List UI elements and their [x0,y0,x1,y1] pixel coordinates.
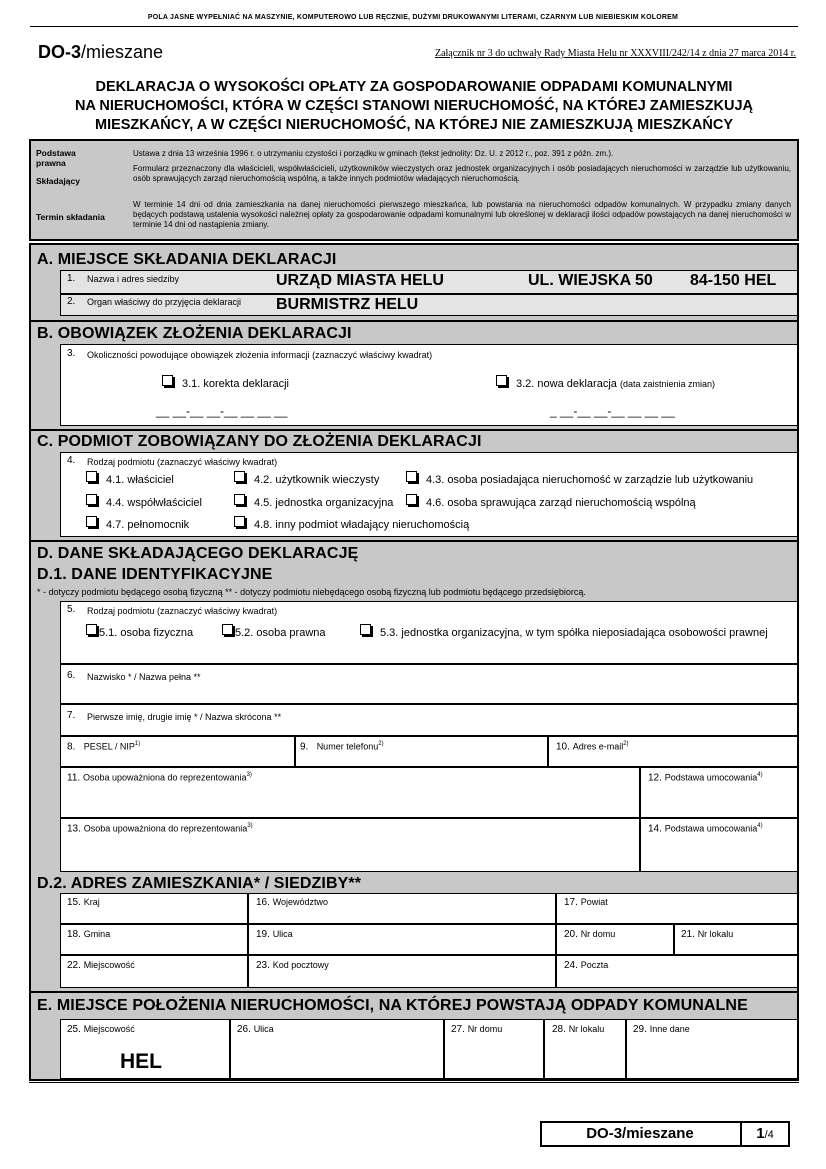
checkbox-4-3[interactable] [406,471,417,482]
field-22-label: 22. Miejscowość [67,960,135,971]
field-7-label: Pierwsze imię, drugie imię * / Nazwa skrócona ** [87,712,282,722]
field-4-num: 4. [67,455,76,466]
section-e-title: E. MIEJSCE POŁOŻENIA NIERUCHOMOŚCI, NA KTÓREJ POWSTAJĄ ODPADY KOMUNALNE [37,997,748,1014]
field-6-num: 6. [67,670,76,681]
checkbox-4-7[interactable] [86,516,97,527]
field-3-label: Okoliczności powodujące obowiązek złożenia informacji (zaznaczyć właściwy kwadrat) [87,350,433,360]
deadline-text: W terminie 14 dni od dnia zamieszkania na danej nieruchomości pierwszego mieszkańca, lub powstania na nieruchomości odpadów komunalnych. W przypadku zmiany danych będących podstawą ustalenia wysokości należnej opłaty za gospodarowanie odpadami komunalnymi lub określonej w deklaracji ilości odpadów powstających na danej nieruchomości w terminie 14 dni od nastąpienia zmiany. [133,200,791,229]
option-4-1[interactable]: 4.1. właściciel [86,474,174,486]
field-1-num: 1. [67,273,76,284]
option-4-8[interactable]: 4.8. inny podmiot władający nieruchomością [234,519,469,531]
field-19[interactable] [248,924,556,955]
fill-instruction: POLA JASNE WYPEŁNIAĆ NA MASZYNIE, KOMPUTEROWO LUB RĘCZNIE, DUŻYMI DRUKOWANYMI LITERAMI, CZARNYM LUB NIEBIESKIM KOLOREM [147,14,679,21]
page-title: DEKLARACJA O WYSOKOŚCI OPŁATY ZA GOSPODAROWANIE ODPADAMI KOMUNALNYMI NA NIERUCHOMOŚCI, KTÓRA W CZĘŚCI STANOWI NIERUCHOMOŚĆ, NA KTÓREJ ZAMIESZKUJĄ MIESZKAŃCY, A W CZĘŚCI NIERUCHOMOŚĆ, NA KTÓREJ NIE ZAMIESZKUJĄ MIESZKAŃCY [74,79,753,133]
form-code: DO-3/mieszane [38,42,164,62]
field-2-label: Organ właściwy do przyjęcia deklaracji [87,297,242,307]
checkbox-4-1[interactable] [86,471,97,482]
section-d2-title: D.2. ADRES ZAMIESZKANIA* / SIEDZIBY** [37,875,362,892]
field-23-label: 23. Kod pocztowy [256,960,329,971]
field-26-label: 26. Ulica [237,1024,274,1035]
section-c-title: C. PODMIOT ZOBOWIĄZANY DO ZŁOŻENIA DEKLARACJI [37,433,482,450]
divider-c [29,429,799,431]
option-5-1[interactable]: 5.1. osoba fizyczna [86,627,193,639]
submitter-text: Formularz przeznaczony dla właścicieli, współwłaścicieli, użytkowników wieczystych oraz jednostek organizacyjnych i osób posiadających nieruchomości w zarządzie lub użytkowaniu, osób sprawujących zarząd nieruchomością wspólną, a także innych podmiotów władających nieruchomością. [133,164,791,183]
authority-name: BURMISTRZ HELU [276,296,419,313]
field-5-num: 5. [67,604,76,615]
checkbox-4-4[interactable] [86,494,97,505]
field-27-label: 27. Nr domu [451,1024,503,1035]
footer-form-code: DO-3/mieszane [586,1125,694,1142]
office-street: UL. WIEJSKA 50 [528,272,653,289]
checkbox-5-2[interactable] [222,624,233,635]
section-b-title: B. OBOWIĄZEK ZŁOŻENIA DEKLARACJI [37,325,352,342]
section-d1-title: D.1. DANE IDENTYFIKACYJNE [37,566,273,583]
option-4-5[interactable]: 4.5. jednostka organizacyjna [234,497,393,509]
option-4-2[interactable]: 4.2. użytkownik wieczysty [234,474,379,486]
section-d-title: D. DANE SKŁADAJĄCEGO DEKLARACJĘ [37,545,359,562]
field-9-label: 9. Numer telefonu$^{2)}$ [300,741,384,753]
field-3-num: 3. [67,348,76,359]
field-5-label: Rodzaj podmiotu (zaznaczyć właściwy kwadrat) [87,606,278,616]
submitter-label: Składający [36,176,80,186]
checkbox-5-3[interactable] [360,624,371,635]
deadline-label: Termin składania [36,212,105,222]
field-28-label: 28. Nr lokalu [552,1024,605,1035]
field-15-label: 15. Kraj [67,897,100,908]
field-6-label: Nazwisko * / Nazwa pełna ** [87,672,201,682]
basis-text: Ustawa z dnia 13 września 1996 r. o utrzymaniu czystości i porządku w gminach (tekst jednolity: Dz. U. z 2012 r., poz. 391 z późn. zm.). [133,149,614,158]
field-29-label: 29. Inne dane [633,1024,690,1035]
option-5-2[interactable]: 5.2. osoba prawna [222,627,326,639]
field-20-label: 20. Nr domu [564,929,616,940]
option-correction[interactable]: 3.1. korekta deklaracji [162,378,289,390]
field-12-label: 12. Podstawa umocowania$^{4)}$ [648,772,763,784]
date-placeholder-1[interactable]: __ __-__ __-__ __ __ __ [156,404,288,418]
divider-e [29,991,799,993]
attachment-note: Załącznik nr 3 do uchwały Rady Miasta Helu nr XXXVIII/242/14 z dnia 27 marca 2014 r. [434,48,796,59]
option-4-6[interactable]: 4.6. osoba sprawująca zarząd nieruchomością wspólną [406,497,696,509]
option-new-declaration[interactable]: 3.2. nowa deklaracja (data zaistnienia zmian) [496,378,715,390]
top-divider [30,26,798,27]
checkbox-5-1[interactable] [86,624,97,635]
field-11-label: 11. Osoba upoważniona do reprezentowania$^{3)}$ [67,772,252,784]
field-10-label: 10. Adres e-mail$^{2)}$ [556,741,629,753]
divider-b [29,320,799,322]
basis-label: Podstawa prawna [36,148,76,168]
field-19-label: 19. Ulica [256,929,293,940]
checkbox-3-1[interactable] [162,375,173,386]
date-placeholder-2[interactable]: _ __-__ __-__ __ __ __ [550,404,675,418]
office-postal: 84-150 HEL [690,272,777,289]
field-25-label: 25. Miejscowość [67,1024,135,1035]
checkbox-4-6[interactable] [406,494,417,505]
option-4-7[interactable]: 4.7. pełnomocnik [86,519,189,531]
checkbox-4-5[interactable] [234,494,245,505]
identification-note: * - dotyczy podmiotu będącego osobą fizyczną ** - dotyczy podmiotu niebędącego osobą fizyczną lub podmiotu będącego przedsiębiorcą. [37,587,586,597]
option-5-3[interactable]: 5.3. jednostka organizacyjna, w tym spółka nieposiadająca osobowości prawnej [360,627,768,639]
checkbox-4-8[interactable] [234,516,245,527]
field-6[interactable] [60,664,798,704]
section-a-title: A. MIEJSCE SKŁADANIA DEKLARACJI [37,251,337,268]
field-4-label: Rodzaj podmiotu (zaznaczyć właściwy kwadrat) [87,457,278,467]
field-16-label: 16. Województwo [256,897,329,908]
form-bottom-rule [29,1079,799,1083]
field-1-label: Nazwa i adres siedziby [87,274,180,284]
office-name: URZĄD MIASTA HELU [276,272,444,289]
field-18-label: 18. Gmina [67,929,111,940]
option-4-4[interactable]: 4.4. współwłaściciel [86,497,202,509]
property-town: HEL [120,1050,162,1073]
field-8-label: 8. PESEL / NIP$^{1)}$ [67,741,141,753]
field-7-num: 7. [67,710,76,721]
option-4-3[interactable]: 4.3. osoba posiadająca nieruchomość w zarządzie lub użytkowaniu [406,474,753,486]
field-2-num: 2. [67,296,76,307]
divider-d [29,540,799,542]
field-13-label: 13. Osoba upoważniona do reprezentowania$^{3)}$ [67,823,253,835]
checkbox-4-2[interactable] [234,471,245,482]
checkbox-3-2[interactable] [496,375,507,386]
field-21-label: 21. Nr lokalu [681,929,734,940]
field-24-label: 24. Poczta [564,960,609,971]
field-14-label: 14. Podstawa umocowania$^{4)}$ [648,823,763,835]
page-number: 1/4 [756,1125,774,1142]
field-17-label: 17. Powiat [564,897,608,908]
